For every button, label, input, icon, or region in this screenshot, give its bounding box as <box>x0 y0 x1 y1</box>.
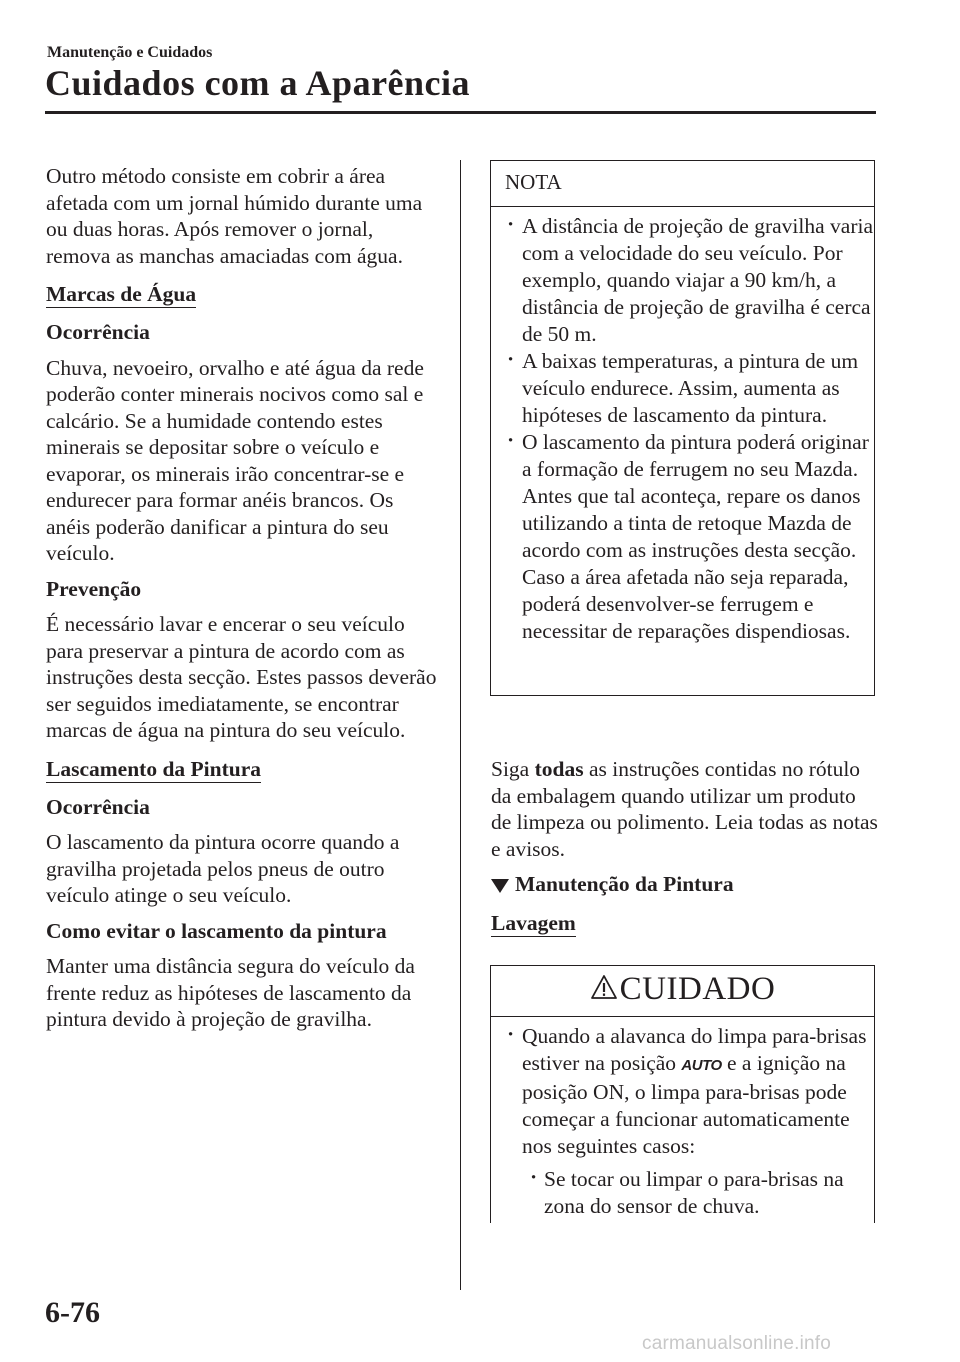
note-item: · A distância de projeção de gravilha varia com a velocidade do seu veículo. Por exemplo, quando viajar a 90 km/h, a distância de projeção de gravilha é cerca de 50 m. <box>491 213 874 348</box>
heading-occurrence: Ocorrência <box>46 320 150 344</box>
note-list <box>491 207 874 645</box>
right-column <box>491 756 881 948</box>
heading-paint-maintenance: Manutenção da Pintura <box>491 871 881 898</box>
avoid-chips-paragraph: Manter uma distância segura do veículo da frente reduz as hipóteses de lascamento da pintura devido à projeção de gravilha. <box>46 954 415 1031</box>
caution-subitem: · Se tocar ou limpar o para-brisas na zona do sensor de chuva. <box>522 1166 874 1220</box>
heading-occurrence-2: Ocorrência <box>46 794 150 819</box>
caution-sublist <box>522 1160 874 1220</box>
note-item: · A baixas temperaturas, a pintura de um veículo endurece. Assim, aumenta as hipóteses de lascamento da pintura. <box>491 348 874 429</box>
section-label: Manutenção e Cuidados <box>47 44 213 61</box>
auto-position-badge: AUTO <box>681 1057 722 1074</box>
caution-header <box>491 966 874 1017</box>
page-title: Cuidados com a Aparência <box>45 63 471 103</box>
heading-water-marks: Marcas de Água <box>46 282 197 306</box>
caution-box <box>490 965 875 1223</box>
note-title: NOTA <box>491 161 874 207</box>
intro-paragraph: Outro método consiste em cobrir a área afetada com um jornal húmido durante uma ou duas horas. Após remover o jornal, remova as manchas amaciadas com água. <box>46 164 423 268</box>
note-box <box>490 160 875 696</box>
chip-occurrence-paragraph: O lascamento da pintura ocorre quando a gravilha projetada pelos pneus de outro veículo atinge o seu veículo. <box>46 830 400 907</box>
occurrence-paragraph: Chuva, nevoeiro, orvalho e até água da rede poderão conter minerais nocivos como sal e calcário. Se a humidade contendo estes minerais se depositar sobre o veículo e evaporar, os minerais irão concentrar-se e endurecer para formar anéis brancos. Os anéis poderão danificar a pintura do seu veículo. <box>46 355 424 565</box>
prevention-paragraph: É necessário lavar e encerar o seu veículo para preservar a pintura de acordo com as instruções desta secção. Estes passos deverão ser seguidos imediatamente, se encontrar marcas de água na pintura do seu veículo. <box>46 612 437 742</box>
emphasis-all: todas <box>534 757 584 781</box>
caution-list <box>491 1017 874 1220</box>
title-rule <box>45 111 876 114</box>
heading-avoid-chips: Como evitar o lascamento da pintura <box>46 918 387 943</box>
triangle-down-icon <box>491 879 509 893</box>
note-item: · O lascamento da pintura poderá originar a formação de ferrugem no seu Mazda. Antes que tal aconteça, repare os danos utilizando a tinta de retoque Mazda de acordo com as instruções desta secção. Caso a área afetada não seja reparada, poderá desenvolver-se ferrugem e necessitar de reparações dispendiosas. <box>491 429 874 645</box>
warning-triangle-icon <box>590 974 618 1000</box>
caution-item: · Quando a alavanca do limpa para-brisas estiver na posição AUTO e a ignição na posição ON, o limpa para-brisas pode começar a funcionar automaticamente nos seguintes casos: · Se tocar ou limpar o para-brisas na zona do sensor de chuva. <box>491 1023 874 1220</box>
column-divider <box>460 160 461 1290</box>
instructions-paragraph: Siga todas as instruções contidas no rótulo da embalagem quando utilizar um produto de limpeza ou polimento. Leia todas as notas e avisos. <box>491 757 878 861</box>
heading-paint-chips: Lascamento da Pintura <box>46 756 261 781</box>
heading-washing: Lavagem <box>491 910 576 935</box>
caution-title: CUIDADO <box>619 971 776 1007</box>
heading-prevention: Prevenção <box>46 576 142 601</box>
page-number: 6-76 <box>45 1296 100 1329</box>
watermark: carmanualsonline.info <box>642 1333 832 1354</box>
left-column <box>46 163 438 1042</box>
